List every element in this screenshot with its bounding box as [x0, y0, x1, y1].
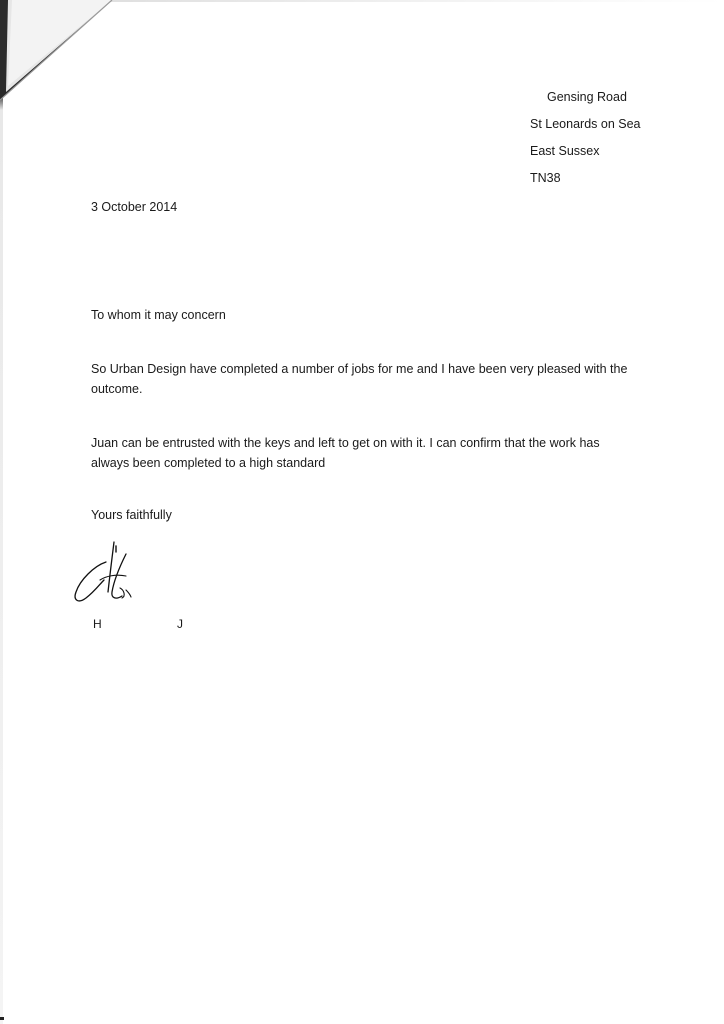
address-postcode: TN38 — [530, 171, 561, 185]
scan-mark — [0, 1017, 4, 1020]
address-line-1: Gensing Road — [547, 90, 627, 104]
signatory-initial-last: J — [177, 617, 183, 631]
signatory-initial-first: H — [93, 617, 102, 631]
address-line-2: St Leonards on Sea — [530, 117, 641, 131]
salutation: To whom it may concern — [91, 308, 226, 322]
scan-edge-left — [0, 0, 3, 1024]
body-paragraph-2: Juan can be entrusted with the keys and left to get on with it. I can confirm that the work has always been completed to a high standard — [91, 436, 600, 470]
handwritten-signature-icon — [70, 540, 140, 610]
letter-date: 3 October 2014 — [91, 200, 178, 214]
body-paragraph-1: So Urban Design have completed a number of jobs for me and I have been very pleased with the outcome. — [91, 362, 628, 396]
closing: Yours faithfully — [91, 508, 172, 522]
folded-corner-icon — [0, 0, 120, 110]
address-line-3: East Sussex — [530, 144, 600, 158]
